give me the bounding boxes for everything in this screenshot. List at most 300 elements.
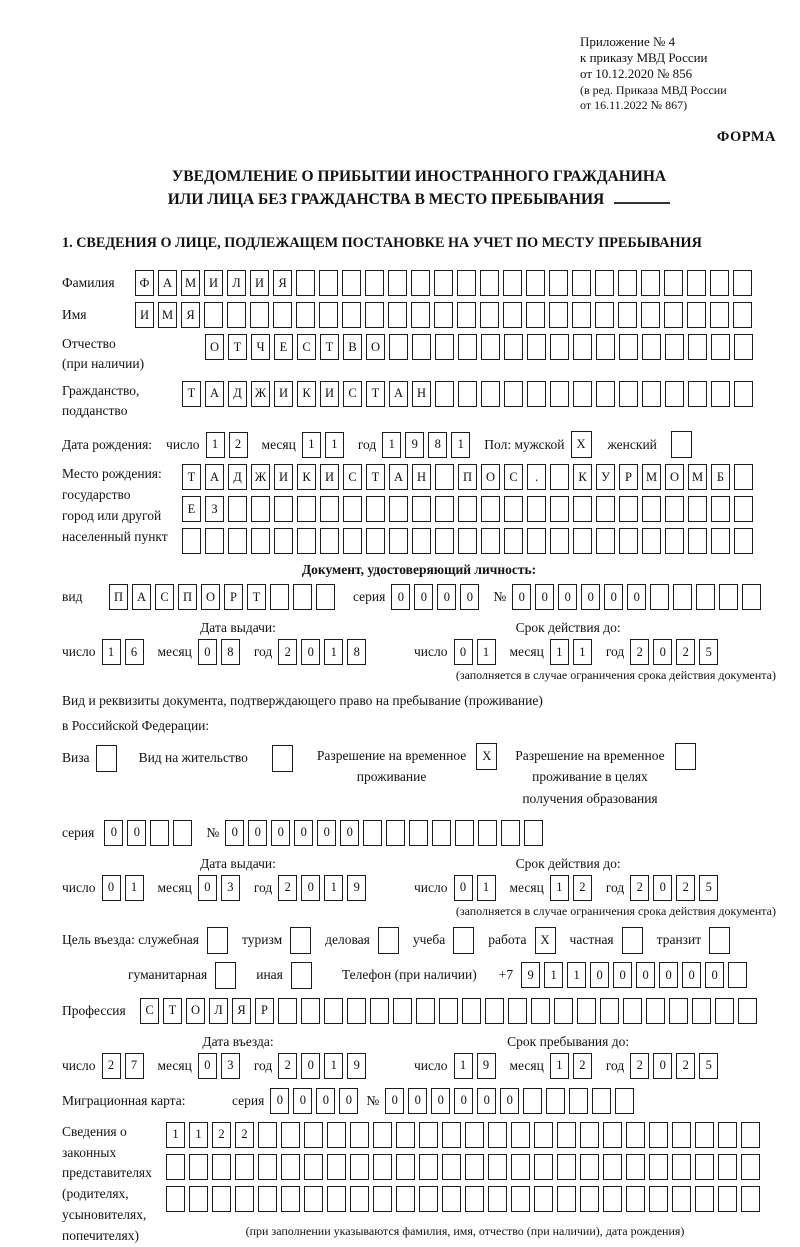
char-cell[interactable]: 2	[630, 875, 649, 901]
char-cell[interactable]: 2	[676, 1053, 695, 1079]
char-cell[interactable]: 1	[324, 639, 343, 665]
char-cell[interactable]	[316, 584, 335, 610]
char-cell[interactable]: X	[476, 743, 497, 770]
char-cell[interactable]	[396, 1186, 415, 1212]
char-cell[interactable]: 0	[104, 820, 123, 846]
char-cell[interactable]: 0	[391, 584, 410, 610]
char-cell[interactable]: Ж	[251, 381, 270, 407]
char-cell[interactable]	[649, 1122, 668, 1148]
char-cell[interactable]	[715, 998, 734, 1024]
char-cell[interactable]	[343, 528, 362, 554]
char-cell[interactable]: 0	[454, 1088, 473, 1114]
char-cell[interactable]	[435, 381, 454, 407]
char-cell[interactable]: Т	[182, 464, 201, 490]
char-cell[interactable]	[710, 270, 729, 296]
char-cell[interactable]	[650, 584, 669, 610]
char-cell[interactable]	[363, 820, 382, 846]
char-cell[interactable]	[291, 962, 312, 989]
char-cell[interactable]	[258, 1186, 277, 1212]
char-cell[interactable]	[389, 496, 408, 522]
char-cell[interactable]	[603, 1154, 622, 1180]
char-cell[interactable]	[290, 927, 311, 954]
char-cell[interactable]: 1	[550, 1053, 569, 1079]
char-cell[interactable]	[416, 998, 435, 1024]
char-cell[interactable]	[671, 431, 692, 458]
char-cell[interactable]: 7	[125, 1053, 144, 1079]
char-cell[interactable]: О	[665, 464, 684, 490]
char-cell[interactable]: .	[527, 464, 546, 490]
char-cell[interactable]	[96, 745, 117, 772]
char-cell[interactable]: 2	[212, 1122, 231, 1148]
char-cell[interactable]: 2	[278, 639, 297, 665]
char-cell[interactable]	[695, 1122, 714, 1148]
char-cell[interactable]	[569, 1088, 588, 1114]
char-cell[interactable]: 0	[590, 962, 609, 988]
char-cell[interactable]	[481, 381, 500, 407]
char-cell[interactable]	[412, 496, 431, 522]
char-cell[interactable]	[580, 1154, 599, 1180]
char-cell[interactable]: 9	[347, 1053, 366, 1079]
char-cell[interactable]	[603, 1122, 622, 1148]
char-cell[interactable]: К	[297, 381, 316, 407]
char-cell[interactable]: 1	[302, 432, 321, 458]
char-cell[interactable]	[527, 334, 546, 360]
char-cell[interactable]	[734, 528, 753, 554]
char-cell[interactable]: 8	[221, 639, 240, 665]
char-cell[interactable]	[504, 528, 523, 554]
char-cell[interactable]	[641, 302, 660, 328]
char-cell[interactable]: О	[205, 334, 224, 360]
char-cell[interactable]	[251, 496, 270, 522]
char-cell[interactable]: Е	[182, 496, 201, 522]
char-cell[interactable]	[442, 1154, 461, 1180]
char-cell[interactable]	[350, 1154, 369, 1180]
char-cell[interactable]	[619, 334, 638, 360]
char-cell[interactable]	[235, 1154, 254, 1180]
char-cell[interactable]	[734, 496, 753, 522]
char-cell[interactable]: 2	[630, 639, 649, 665]
char-cell[interactable]	[665, 528, 684, 554]
char-cell[interactable]: Т	[163, 998, 182, 1024]
char-cell[interactable]: 0	[340, 820, 359, 846]
char-cell[interactable]	[673, 584, 692, 610]
char-cell[interactable]	[526, 270, 545, 296]
char-cell[interactable]	[296, 270, 315, 296]
char-cell[interactable]	[251, 528, 270, 554]
char-cell[interactable]	[577, 998, 596, 1024]
char-cell[interactable]	[488, 1186, 507, 1212]
char-cell[interactable]	[687, 302, 706, 328]
char-cell[interactable]: Л	[209, 998, 228, 1024]
char-cell[interactable]	[592, 1088, 611, 1114]
char-cell[interactable]	[503, 270, 522, 296]
char-cell[interactable]: 0	[301, 639, 320, 665]
char-cell[interactable]: 1	[382, 432, 401, 458]
char-cell[interactable]: О	[186, 998, 205, 1024]
char-cell[interactable]	[442, 1186, 461, 1212]
char-cell[interactable]	[626, 1122, 645, 1148]
char-cell[interactable]: 0	[198, 875, 217, 901]
char-cell[interactable]	[595, 270, 614, 296]
char-cell[interactable]: 1	[102, 639, 121, 665]
char-cell[interactable]: 1	[477, 875, 496, 901]
char-cell[interactable]: 0	[431, 1088, 450, 1114]
char-cell[interactable]: 0	[414, 584, 433, 610]
char-cell[interactable]	[619, 496, 638, 522]
char-cell[interactable]	[366, 496, 385, 522]
char-cell[interactable]	[478, 820, 497, 846]
char-cell[interactable]	[365, 270, 384, 296]
char-cell[interactable]: 0	[385, 1088, 404, 1114]
char-cell[interactable]	[465, 1154, 484, 1180]
char-cell[interactable]: С	[297, 334, 316, 360]
char-cell[interactable]	[646, 998, 665, 1024]
char-cell[interactable]	[343, 496, 362, 522]
char-cell[interactable]	[692, 998, 711, 1024]
char-cell[interactable]: Р	[619, 464, 638, 490]
char-cell[interactable]	[573, 334, 592, 360]
char-cell[interactable]: Н	[412, 464, 431, 490]
char-cell[interactable]: 0	[198, 639, 217, 665]
char-cell[interactable]: С	[140, 998, 159, 1024]
char-cell[interactable]	[741, 1122, 760, 1148]
char-cell[interactable]	[458, 381, 477, 407]
char-cell[interactable]: 0	[512, 584, 531, 610]
char-cell[interactable]: 0	[500, 1088, 519, 1114]
char-cell[interactable]: 0	[460, 584, 479, 610]
char-cell[interactable]: 0	[558, 584, 577, 610]
char-cell[interactable]: А	[205, 381, 224, 407]
char-cell[interactable]: О	[201, 584, 220, 610]
char-cell[interactable]	[709, 927, 730, 954]
char-cell[interactable]: 0	[653, 639, 672, 665]
char-cell[interactable]	[511, 1122, 530, 1148]
char-cell[interactable]: 0	[454, 875, 473, 901]
char-cell[interactable]	[534, 1122, 553, 1148]
char-cell[interactable]: 2	[278, 1053, 297, 1079]
char-cell[interactable]: 1	[454, 1053, 473, 1079]
char-cell[interactable]: X	[535, 927, 556, 954]
char-cell[interactable]	[281, 1122, 300, 1148]
char-cell[interactable]: С	[155, 584, 174, 610]
char-cell[interactable]: К	[573, 464, 592, 490]
char-cell[interactable]	[366, 528, 385, 554]
char-cell[interactable]	[504, 334, 523, 360]
char-cell[interactable]: 2	[676, 875, 695, 901]
char-cell[interactable]	[615, 1088, 634, 1114]
char-cell[interactable]: 0	[705, 962, 724, 988]
char-cell[interactable]	[665, 334, 684, 360]
char-cell[interactable]	[272, 745, 293, 772]
char-cell[interactable]	[741, 1154, 760, 1180]
char-cell[interactable]	[435, 334, 454, 360]
char-cell[interactable]	[373, 1154, 392, 1180]
char-cell[interactable]	[297, 496, 316, 522]
char-cell[interactable]	[462, 998, 481, 1024]
char-cell[interactable]	[557, 1122, 576, 1148]
char-cell[interactable]	[304, 1154, 323, 1180]
char-cell[interactable]	[664, 270, 683, 296]
char-cell[interactable]	[281, 1154, 300, 1180]
char-cell[interactable]: Е	[274, 334, 293, 360]
char-cell[interactable]	[412, 528, 431, 554]
char-cell[interactable]	[696, 584, 715, 610]
char-cell[interactable]	[281, 1186, 300, 1212]
char-cell[interactable]	[319, 270, 338, 296]
char-cell[interactable]	[273, 302, 292, 328]
char-cell[interactable]	[442, 1122, 461, 1148]
char-cell[interactable]: 2	[278, 875, 297, 901]
char-cell[interactable]	[432, 820, 451, 846]
char-cell[interactable]	[150, 820, 169, 846]
char-cell[interactable]: Т	[366, 464, 385, 490]
char-cell[interactable]	[207, 927, 228, 954]
char-cell[interactable]: З	[205, 496, 224, 522]
char-cell[interactable]	[622, 927, 643, 954]
char-cell[interactable]	[396, 1154, 415, 1180]
char-cell[interactable]: М	[181, 270, 200, 296]
char-cell[interactable]	[641, 270, 660, 296]
char-cell[interactable]	[435, 496, 454, 522]
char-cell[interactable]	[434, 270, 453, 296]
char-cell[interactable]: Я	[232, 998, 251, 1024]
char-cell[interactable]: О	[481, 464, 500, 490]
char-cell[interactable]: 2	[573, 1053, 592, 1079]
char-cell[interactable]: 2	[229, 432, 248, 458]
char-cell[interactable]	[549, 270, 568, 296]
char-cell[interactable]: 1	[573, 639, 592, 665]
char-cell[interactable]	[320, 528, 339, 554]
char-cell[interactable]: 1	[206, 432, 225, 458]
char-cell[interactable]: 1	[544, 962, 563, 988]
char-cell[interactable]	[212, 1186, 231, 1212]
char-cell[interactable]	[411, 302, 430, 328]
char-cell[interactable]	[388, 270, 407, 296]
char-cell[interactable]: А	[132, 584, 151, 610]
char-cell[interactable]	[411, 270, 430, 296]
char-cell[interactable]: Ж	[251, 464, 270, 490]
char-cell[interactable]	[695, 1186, 714, 1212]
char-cell[interactable]	[626, 1154, 645, 1180]
char-cell[interactable]	[672, 1154, 691, 1180]
char-cell[interactable]	[503, 302, 522, 328]
char-cell[interactable]	[695, 1154, 714, 1180]
char-cell[interactable]	[350, 1186, 369, 1212]
char-cell[interactable]: 0	[127, 820, 146, 846]
char-cell[interactable]: Т	[320, 334, 339, 360]
char-cell[interactable]	[649, 1154, 668, 1180]
char-cell[interactable]: 6	[125, 639, 144, 665]
char-cell[interactable]: У	[596, 464, 615, 490]
char-cell[interactable]	[301, 998, 320, 1024]
char-cell[interactable]: М	[688, 464, 707, 490]
char-cell[interactable]: 1	[324, 875, 343, 901]
char-cell[interactable]	[688, 334, 707, 360]
char-cell[interactable]	[718, 1186, 737, 1212]
char-cell[interactable]	[342, 270, 361, 296]
char-cell[interactable]	[572, 302, 591, 328]
char-cell[interactable]	[297, 528, 316, 554]
char-cell[interactable]	[619, 528, 638, 554]
char-cell[interactable]	[320, 496, 339, 522]
char-cell[interactable]: П	[458, 464, 477, 490]
char-cell[interactable]: 8	[428, 432, 447, 458]
char-cell[interactable]: 9	[405, 432, 424, 458]
char-cell[interactable]	[711, 381, 730, 407]
char-cell[interactable]: 2	[573, 875, 592, 901]
char-cell[interactable]: 0	[301, 1053, 320, 1079]
char-cell[interactable]	[719, 584, 738, 610]
char-cell[interactable]	[675, 743, 696, 770]
char-cell[interactable]	[189, 1154, 208, 1180]
char-cell[interactable]: В	[343, 334, 362, 360]
char-cell[interactable]	[270, 584, 289, 610]
char-cell[interactable]: С	[343, 381, 362, 407]
char-cell[interactable]: А	[389, 381, 408, 407]
char-cell[interactable]	[534, 1154, 553, 1180]
char-cell[interactable]	[665, 381, 684, 407]
char-cell[interactable]	[228, 496, 247, 522]
char-cell[interactable]	[687, 270, 706, 296]
char-cell[interactable]	[435, 528, 454, 554]
char-cell[interactable]: Б	[711, 464, 730, 490]
char-cell[interactable]: 1	[550, 875, 569, 901]
char-cell[interactable]: И	[274, 464, 293, 490]
char-cell[interactable]	[389, 334, 408, 360]
char-cell[interactable]: Р	[224, 584, 243, 610]
char-cell[interactable]: 0	[248, 820, 267, 846]
char-cell[interactable]	[488, 1154, 507, 1180]
char-cell[interactable]	[501, 820, 520, 846]
char-cell[interactable]	[419, 1186, 438, 1212]
char-cell[interactable]: 3	[221, 875, 240, 901]
char-cell[interactable]	[182, 528, 201, 554]
char-cell[interactable]	[409, 820, 428, 846]
char-cell[interactable]: 1	[166, 1122, 185, 1148]
char-cell[interactable]: Д	[228, 464, 247, 490]
char-cell[interactable]: И	[320, 381, 339, 407]
char-cell[interactable]	[550, 334, 569, 360]
char-cell[interactable]: 5	[699, 875, 718, 901]
char-cell[interactable]	[557, 1154, 576, 1180]
char-cell[interactable]	[738, 998, 757, 1024]
char-cell[interactable]	[669, 998, 688, 1024]
char-cell[interactable]: И	[274, 381, 293, 407]
char-cell[interactable]	[465, 1186, 484, 1212]
char-cell[interactable]	[485, 998, 504, 1024]
char-cell[interactable]	[511, 1154, 530, 1180]
char-cell[interactable]	[580, 1186, 599, 1212]
char-cell[interactable]	[711, 496, 730, 522]
char-cell[interactable]	[327, 1122, 346, 1148]
char-cell[interactable]	[465, 1122, 484, 1148]
char-cell[interactable]	[596, 528, 615, 554]
char-cell[interactable]: М	[642, 464, 661, 490]
char-cell[interactable]	[711, 528, 730, 554]
char-cell[interactable]	[600, 998, 619, 1024]
char-cell[interactable]	[347, 998, 366, 1024]
char-cell[interactable]	[508, 998, 527, 1024]
char-cell[interactable]	[618, 270, 637, 296]
char-cell[interactable]	[386, 820, 405, 846]
char-cell[interactable]	[665, 496, 684, 522]
char-cell[interactable]: 1	[550, 639, 569, 665]
char-cell[interactable]: И	[204, 270, 223, 296]
char-cell[interactable]: 0	[581, 584, 600, 610]
char-cell[interactable]	[373, 1122, 392, 1148]
char-cell[interactable]: 0	[636, 962, 655, 988]
char-cell[interactable]	[319, 302, 338, 328]
char-cell[interactable]	[389, 528, 408, 554]
char-cell[interactable]: 0	[271, 820, 290, 846]
char-cell[interactable]	[534, 1186, 553, 1212]
char-cell[interactable]	[458, 334, 477, 360]
char-cell[interactable]	[227, 302, 246, 328]
char-cell[interactable]: 9	[477, 1053, 496, 1079]
char-cell[interactable]: 0	[604, 584, 623, 610]
char-cell[interactable]	[688, 496, 707, 522]
char-cell[interactable]	[511, 1186, 530, 1212]
char-cell[interactable]: К	[297, 464, 316, 490]
char-cell[interactable]	[626, 1186, 645, 1212]
char-cell[interactable]	[526, 302, 545, 328]
char-cell[interactable]: И	[250, 270, 269, 296]
char-cell[interactable]: 1	[451, 432, 470, 458]
char-cell[interactable]	[573, 528, 592, 554]
char-cell[interactable]: 3	[221, 1053, 240, 1079]
char-cell[interactable]	[458, 496, 477, 522]
char-cell[interactable]	[527, 496, 546, 522]
char-cell[interactable]	[619, 381, 638, 407]
char-cell[interactable]: Т	[182, 381, 201, 407]
char-cell[interactable]	[734, 464, 753, 490]
char-cell[interactable]: Д	[228, 381, 247, 407]
char-cell[interactable]: 0	[270, 1088, 289, 1114]
char-cell[interactable]: Т	[228, 334, 247, 360]
char-cell[interactable]	[293, 584, 312, 610]
char-cell[interactable]	[734, 381, 753, 407]
char-cell[interactable]: 1	[325, 432, 344, 458]
char-cell[interactable]	[215, 962, 236, 989]
char-cell[interactable]	[741, 1186, 760, 1212]
char-cell[interactable]	[412, 334, 431, 360]
char-cell[interactable]: Т	[366, 381, 385, 407]
char-cell[interactable]: Я	[181, 302, 200, 328]
char-cell[interactable]: 0	[339, 1088, 358, 1114]
char-cell[interactable]	[173, 820, 192, 846]
char-cell[interactable]	[378, 927, 399, 954]
char-cell[interactable]	[434, 302, 453, 328]
char-cell[interactable]	[664, 302, 683, 328]
char-cell[interactable]	[618, 302, 637, 328]
char-cell[interactable]: 0	[454, 639, 473, 665]
char-cell[interactable]	[327, 1154, 346, 1180]
char-cell[interactable]	[527, 528, 546, 554]
char-cell[interactable]	[204, 302, 223, 328]
char-cell[interactable]	[572, 270, 591, 296]
char-cell[interactable]: 1	[125, 875, 144, 901]
char-cell[interactable]	[278, 998, 297, 1024]
char-cell[interactable]	[373, 1186, 392, 1212]
char-cell[interactable]	[523, 1088, 542, 1114]
char-cell[interactable]	[642, 381, 661, 407]
char-cell[interactable]	[304, 1186, 323, 1212]
char-cell[interactable]: Т	[247, 584, 266, 610]
char-cell[interactable]	[549, 302, 568, 328]
char-cell[interactable]	[596, 334, 615, 360]
char-cell[interactable]	[393, 998, 412, 1024]
char-cell[interactable]: 0	[316, 1088, 335, 1114]
